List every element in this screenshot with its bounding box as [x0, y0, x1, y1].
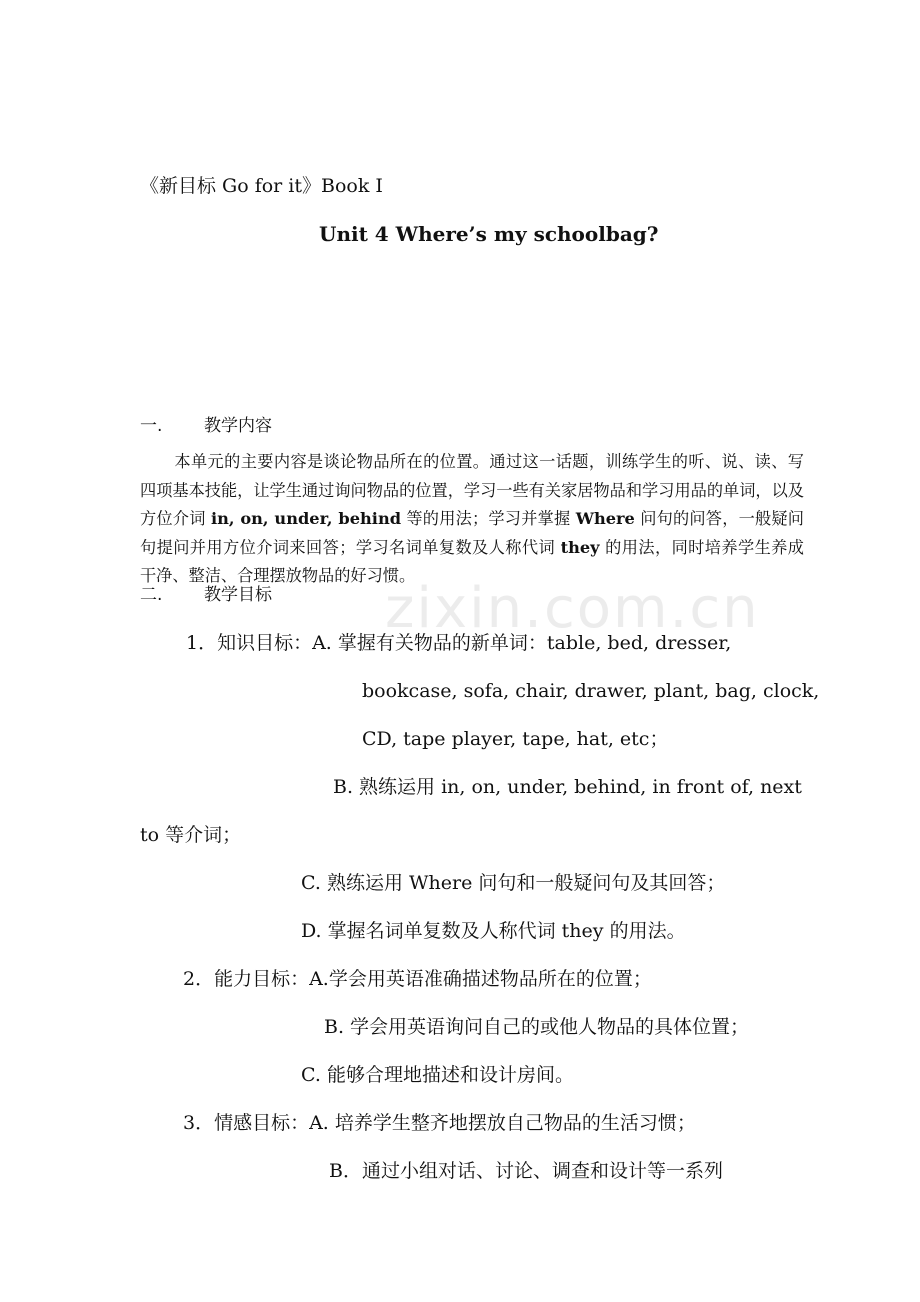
goal-ability-b: B. 学会用英语询问自己的或他人物品的具体位置； — [324, 1016, 750, 1038]
prepositions-bold: in, on, under, behind — [210, 509, 402, 528]
goal-knowledge-b-cont: to 等介词； — [140, 824, 242, 846]
paragraph-text: 等的用法；学习并掌握 — [401, 509, 576, 528]
section-2-number: 二. — [140, 585, 163, 605]
goal-knowledge-a-cont1: bookcase, sofa, chair, drawer, plant, bag, clock, — [362, 680, 820, 702]
they-bold: they — [560, 537, 600, 557]
section-1-number: 一. — [140, 416, 163, 436]
goal-knowledge-a-cont2: CD, tape player, tape, hat, etc； — [362, 728, 669, 750]
paragraph-text: 的用法，同时培养学生养成干净、整洁、合理摆放物品的好习惯。 — [140, 537, 804, 585]
goal-emotion-b: B．通过小组对话、讨论、调查和设计等一系列 — [329, 1160, 723, 1182]
goal-ability-a: 2．能力目标：A.学会用英语准确描述物品所在的位置； — [183, 968, 652, 990]
section-1-paragraph — [140, 448, 804, 591]
book-title: 《新目标 Go for it》Book Ⅰ — [140, 175, 383, 197]
goal-knowledge-c: C. 熟练运用 Where 问句和一般疑问句及其回答； — [301, 872, 726, 894]
section-2-heading: 教学目标 — [204, 585, 272, 605]
goal-knowledge-b: B. 熟练运用 in, on, under, behind, in front of, next — [333, 776, 802, 798]
watermark: zixin.com.cn — [385, 576, 760, 641]
paragraph-text: 本单元的主要内容是谈论物品所在的位置。通过这一话题，训练学生的听、说、读、写四项基本技能，让学生通过询问物品的位置，学习一些有关家居物品和学习用品的单词，以及方位介词 — [140, 452, 804, 528]
goal-emotion-a: 3．情感目标：A. 培养学生整齐地摆放自己物品的生活习惯； — [183, 1112, 696, 1134]
goal-knowledge-a: 1．知识目标：A. 掌握有关物品的新单词：table, bed, dresser, — [186, 632, 732, 654]
where-bold: Where — [575, 509, 635, 528]
paragraph-text: 问句的问答，一般疑问句提问并用方位介词来回答；学习名词单复数及人称代词 — [140, 509, 804, 557]
unit-title: Unit 4 Where’s my schoolbag? — [319, 222, 659, 246]
goal-knowledge-d: D. 掌握名词单复数及人称代词 they 的用法。 — [301, 920, 686, 942]
goal-ability-c: C. 能够合理地描述和设计房间。 — [301, 1064, 574, 1086]
section-1-heading: 教学内容 — [204, 416, 272, 436]
